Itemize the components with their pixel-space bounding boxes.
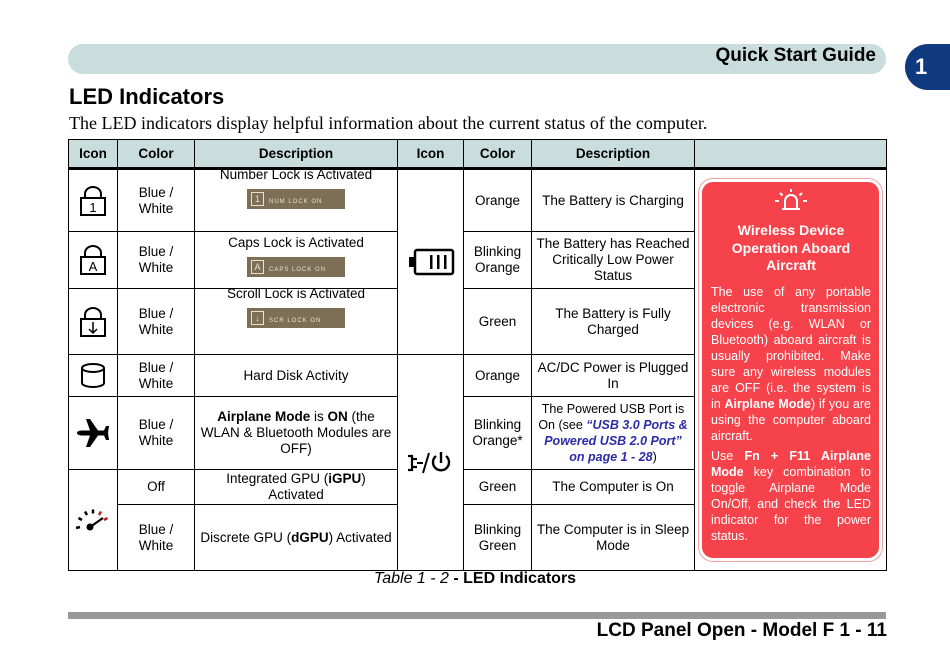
led-description: Hard Disk Activity xyxy=(195,355,398,397)
led-description: The Battery is Fully Charged xyxy=(532,289,695,355)
led-color: Blinking Green xyxy=(464,505,532,571)
led-color: Green xyxy=(464,470,532,505)
num-lock-on-image: 1 NUM LOCK ON xyxy=(247,189,345,209)
alert-icon xyxy=(773,188,809,214)
caps-lock-icon xyxy=(69,232,118,289)
led-description: The Battery is Charging xyxy=(532,169,695,232)
led-color: Blinking Orange xyxy=(464,232,532,289)
col-header-color: Color xyxy=(118,140,195,169)
battery-icon xyxy=(398,169,464,355)
led-color: Blue / White xyxy=(118,355,195,397)
led-description: Discrete GPU (dGPU) Activated xyxy=(195,505,398,571)
svg-text:1: 1 xyxy=(89,199,97,215)
scroll-lock-on-image: ↓ SCR LOCK ON xyxy=(247,308,345,328)
footer-text: LCD Panel Open - Model F 1 - 11 xyxy=(596,620,887,641)
led-description-text: Number Lock is Activated xyxy=(219,167,373,182)
led-color: Blue / White xyxy=(118,232,195,289)
note-paragraph-2: Use Fn + F11 Airplane Mode key combination to toggle Airplane Mode On/Off, and check the LED indicator for the power status. xyxy=(711,448,872,543)
led-color: Orange xyxy=(464,169,532,232)
usb-ports-link[interactable]: “USB 3.0 Ports & Powered USB 2.0 Port” on page 1 - 28 xyxy=(544,418,688,464)
led-color: Blue / White xyxy=(118,169,195,232)
col-header-color: Color xyxy=(464,140,532,169)
led-description xyxy=(195,232,398,289)
led-description xyxy=(195,169,398,232)
page-title: LED Indicators xyxy=(69,84,225,109)
power-icon xyxy=(398,355,464,571)
scroll-lock-icon xyxy=(69,289,118,355)
note-title: Wireless Device Operation Aboard Aircraft xyxy=(731,222,851,274)
led-table xyxy=(68,139,887,571)
table-caption: Table 1 - 2 - LED Indicators xyxy=(373,570,577,587)
note-paragraph-1: The use of any portable electronic transmission devices (e.g. WLAN or Bluetooth) aboard aircraft is usually prohibited. Make sure any wireless modules are OFF (i.e. the system is in Airplane Mode) if you are using the computer aboard aircraft. xyxy=(711,284,872,443)
led-description xyxy=(195,286,398,355)
led-description-text: Caps Lock is Activated xyxy=(228,235,364,250)
table-row xyxy=(69,169,887,232)
led-color: Off xyxy=(118,470,195,505)
gpu-gauge-icon xyxy=(69,470,118,571)
led-description: Airplane Mode is ON (the WLAN & Bluetooth Modules are OFF) xyxy=(195,397,398,470)
hard-disk-icon xyxy=(69,355,118,397)
led-color: Blue / White xyxy=(118,289,195,355)
led-description-text: Scroll Lock is Activated xyxy=(226,286,366,301)
svg-text:A: A xyxy=(88,259,98,274)
led-description: AC/DC Power is Plugged In xyxy=(532,355,695,397)
col-header-description: Description xyxy=(532,140,695,169)
led-description: The Battery has Reached Critically Low Power Status xyxy=(532,232,695,289)
led-description: The Computer is in Sleep Mode xyxy=(532,505,695,571)
led-description: The Computer is On xyxy=(532,470,695,505)
led-color: Orange xyxy=(464,355,532,397)
led-description: The Powered USB Port is On (see “USB 3.0 Ports & Powered USB 2.0 Port” on page 1 - 28) xyxy=(532,397,695,470)
footer-rule xyxy=(68,612,886,619)
intro-text: The LED indicators display helpful information about the current status of the computer. xyxy=(69,113,708,133)
led-color: Blinking Orange* xyxy=(464,397,532,470)
airplane-icon xyxy=(69,397,118,470)
led-color: Blue / White xyxy=(118,505,195,571)
col-header-description: Description xyxy=(195,140,398,169)
led-color: Green xyxy=(464,289,532,355)
caps-lock-on-image: A CAPS LOCK ON xyxy=(247,257,345,277)
table-header-row xyxy=(69,140,887,169)
led-color: Blue / White xyxy=(118,397,195,470)
col-header-icon: Icon xyxy=(398,140,464,169)
chapter-tab: 1 xyxy=(905,44,950,90)
col-header-note xyxy=(695,140,887,169)
led-description: Integrated GPU (iGPU) Activated xyxy=(195,470,398,505)
aircraft-warning-note xyxy=(699,179,882,561)
col-header-icon: Icon xyxy=(69,140,118,169)
header-title: Quick Start Guide xyxy=(715,45,876,66)
num-lock-icon xyxy=(69,169,118,232)
note-cell xyxy=(695,169,887,571)
